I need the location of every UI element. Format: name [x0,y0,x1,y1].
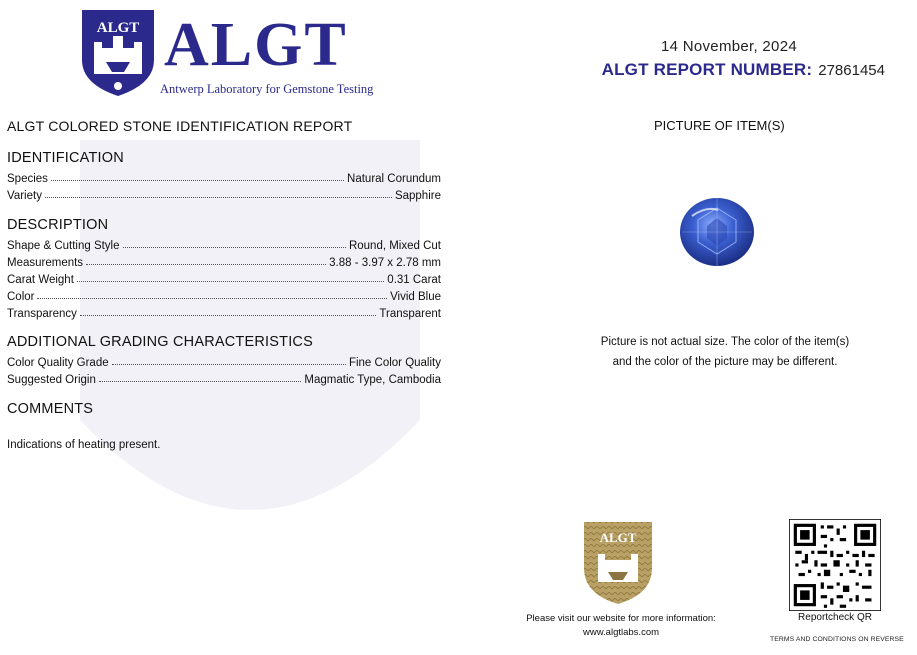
picture-heading: PICTURE OF ITEM(S) [654,118,785,133]
dot-leader [51,180,344,181]
field-label: Transparency [7,308,77,320]
field-label: Suggested Origin [7,374,96,386]
visit-line: Please visit our website for more information: [526,613,716,624]
field-value: Sapphire [394,190,441,202]
dot-leader [37,298,387,299]
comments-heading: COMMENTS [7,401,94,417]
header-logo [80,8,400,98]
field-value: Round, Mixed Cut [348,240,441,252]
field-value: 3.88 - 3.97 x 2.78 mm [329,257,441,269]
description-rows [7,235,441,320]
report-number-label: ALGT REPORT NUMBER: [601,60,813,79]
field-value: Natural Corundum [347,173,441,185]
picture-note-line1: Picture is not actual size. The color of the item(s) [600,336,850,348]
field-value: Magmatic Type, Cambodia [304,374,441,386]
crest-initials: ALGT [96,20,140,36]
picture-note [570,332,880,372]
identification-rows [7,168,441,202]
dot-leader [112,364,346,365]
dot-leader [45,197,392,198]
gemstone-photo [678,196,756,268]
field-label: Color Quality Grade [7,357,109,369]
report-title: ALGT COLORED STONE IDENTIFICATION REPORT [7,118,353,134]
field-value: Transparent [379,308,441,320]
website-link[interactable]: www.algtlabs.com [582,627,660,638]
dot-leader [77,281,384,282]
dot-leader [99,381,302,382]
field-label: Carat Weight [7,274,74,286]
website-info [509,612,733,640]
seal-initials: ALGT [599,530,637,545]
field-value: 0.31 Carat [387,274,441,286]
field-value: Fine Color Quality [348,357,441,369]
description-heading: DESCRIPTION [7,217,109,233]
field-label: Species [7,173,48,185]
comments-text: Indications of heating present. [7,439,161,451]
field-row-carat [7,269,441,286]
report-number-value: 27861454 [818,62,885,79]
additional-heading: ADDITIONAL GRADING CHARACTERISTICS [7,334,313,350]
field-label: Measurements [7,257,84,269]
terms-notice: TERMS AND CONDITIONS ON REVERSE [770,636,904,643]
report-number [602,60,885,80]
field-row-variety [7,185,441,202]
picture-note-line2: and the color of the picture may be different. [612,356,838,368]
identification-heading: IDENTIFICATION [7,150,124,166]
field-label: Shape & Cutting Style [7,240,120,252]
field-row-origin [7,369,441,386]
dot-leader [86,264,326,265]
report-date: 14 November, 2024 [660,38,797,55]
reportcheck-qr-code[interactable] [789,519,881,611]
field-row-measurements [7,252,441,269]
qr-label: Reportcheck QR [798,612,872,623]
field-value: Vivid Blue [390,291,441,303]
brand-subtitle: Antwerp Laboratory for Gemstone Testing [160,82,374,96]
additional-rows [7,352,441,386]
field-label: Variety [7,190,42,202]
brand-name: ALGT [164,11,348,79]
dot-leader [123,247,346,248]
field-row-shape [7,235,441,252]
field-label: Color [7,291,35,303]
dot-leader [80,315,377,316]
field-row-transparency [7,303,441,320]
field-row-species [7,168,441,185]
field-row-color [7,286,441,303]
field-row-color-grade [7,352,441,369]
